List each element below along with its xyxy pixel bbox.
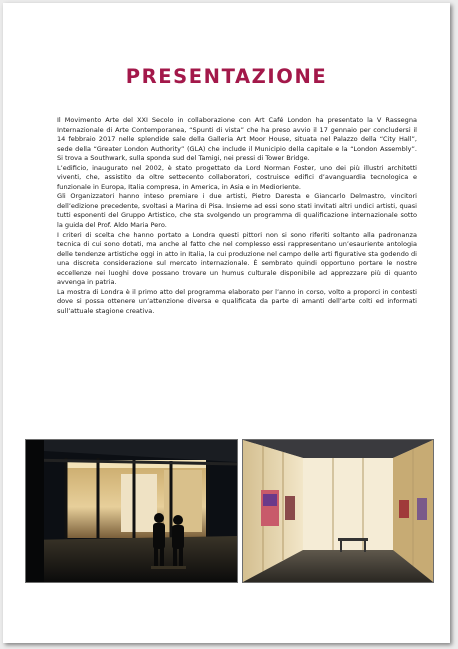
paragraph-building: L’edificio, inaugurato nel 2002, è stato progettato da Lord Norman Foster, uno dei più illustri architetti viventi, che, assistito da oltre settecento collaboratori, costruisce edifici d’avanguardia tecnologica e funzionale in Europa, Italia compresa, in America, in Asia e in Medioriente. [57, 163, 417, 191]
paragraph-criteria: I criteri di scelta che hanno portato a Londra questi pittori non si sono riferiti soltanto alla padronanza tecnica di cui sono dotati, ma anche al fatto che nel complesso essi rappresentano un’esauriente antologia delle tendenze artistiche oggi in atto in Italia, la cui produzione nel campo delle arti figurative sta godendo di una discreta considerazione sul mercato internazionale. È sembrato quindi opportuno portare le nostre eccellenze nei luoghi dove possano trovare un humus culturale disponibile ad apprezzare più di quanto avvenga in patria. [57, 230, 417, 287]
page-title: PRESENTAZIONE [125, 65, 328, 88]
body-text [57, 116, 417, 316]
gallery-entrance-photo [25, 439, 238, 583]
document-page [3, 3, 450, 643]
gallery-interior-photo [242, 439, 434, 583]
paragraph-intro: Il Movimento Arte del XXI Secolo in collaborazione con Art Café London ha presentato la V Rassegna Internazionale di Arte Contemporanea, “Spunti di vista” che ha preso avvio il 17 gennaio per concludersi il 14 febbraio 2017 nelle splendide sale della Galleria Art Moor House, situata nel Palazzo della “City Hall”, sede della “Greater London Authority” (GLA) che include il Municipio della capitale e la “London Assembly”. Si trova a Southwark, sulla sponda sud del Tamigi, nei pressi di Tower Bridge. [57, 116, 417, 163]
paragraph-program: La mostra di Londra è il primo atto del programma elaborato per l’anno in corso, volto a proporci in contesti dove si possa ottenere un’attenzione diversa e qualificata da parte di amanti dell’arte colti ed informati sull’attuale stagione creativa. [57, 287, 417, 315]
paragraph-organizers: Gli Organizzatori hanno inteso premiare i due artisti, Pietro Daresta e Giancarlo Delmastro, vincitori dell’edizione precedente, svoltasi a Marina di Pisa. Insieme ad essi sono stati invitati altri undici artisti, quasi tutti esponenti del Gruppo Artistico, che sta svolgendo un programma di qualificazione internazionale sotto la guida del Prof. Aldo Maria Pero. [57, 192, 417, 230]
